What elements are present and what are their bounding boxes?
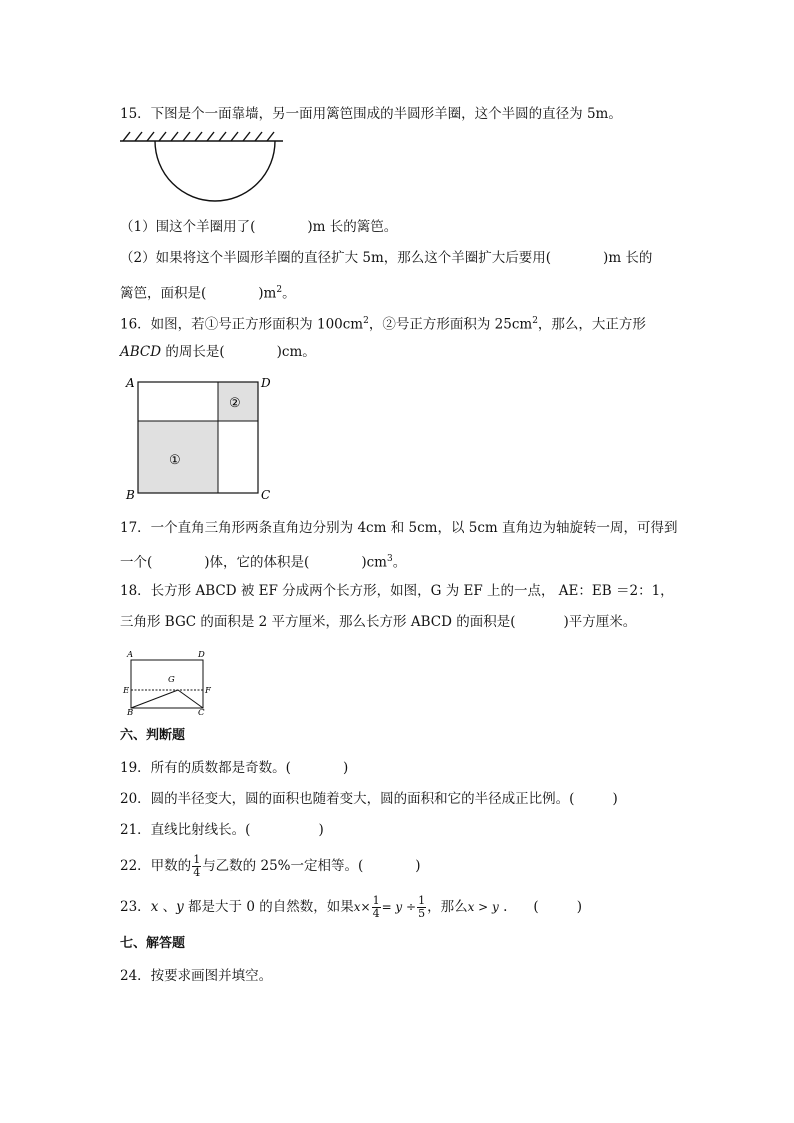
q15-figure <box>118 126 288 206</box>
q19: 19．所有的质数都是奇数。( ) <box>120 760 349 776</box>
wall-hatching <box>123 132 274 141</box>
fraction-one-quarter: $\frac{1}{4}$ <box>193 853 201 879</box>
label-f: F <box>205 686 211 696</box>
label-square-2: ② <box>229 396 241 411</box>
q17-stem: 17．一个直角三角形两条直角边分别为 4cm 和 5cm，以 5cm 直角边为轴旋转一周，可得到 <box>120 520 678 536</box>
fraction-one-quarter: $\frac{1}{4}$ <box>372 894 380 920</box>
q16-figure <box>120 372 280 504</box>
section-6-heading: 六、判断题 <box>120 728 186 743</box>
q24: 24．按要求画图并填空。 <box>120 968 273 984</box>
segment-gc <box>178 690 203 708</box>
label-d: D <box>198 650 205 660</box>
q20: 20．圆的半径变大，圆的面积也随着变大，圆的面积和它的半径成正比例。( ) <box>120 791 618 807</box>
segment-bg <box>131 690 178 708</box>
label-b: B <box>126 488 135 502</box>
label-c: C <box>261 488 271 502</box>
q16-stem: 16．如图，若①号正方形面积为 $100cm^2$，②号正方形面积为 $25cm^2$，那么，大正方形 <box>120 316 646 333</box>
label-a: A <box>126 376 135 390</box>
q21: 21．直线比射线长。( ) <box>120 822 324 838</box>
q18-stem-cont: 三角形 BGC 的面积是 2 平方厘米，那么长方形 ABCD 的面积是( )平方厘米。 <box>120 614 637 630</box>
label-b: B <box>127 708 134 716</box>
label-d: D <box>261 376 271 390</box>
q18-stem: 18．长方形 ABCD 被 EF 分成两个长方形，如图，G 为 EF 上的一点， AE：EB ＝2：1， <box>120 583 674 599</box>
section-7-heading: 七、解答题 <box>120 936 186 951</box>
label-a: A <box>127 650 134 660</box>
q17-stem-cont: 一个( )体，它的体积是( )$cm^3$。 <box>120 554 407 571</box>
q15-sub1: （1）围这个羊圈用了( )m 长的篱笆。 <box>120 219 398 235</box>
q23: 23．x 、y 都是大于 0 的自然数，如果x× $\frac{1}{4}$ = y ÷ $\frac{1}{5}$ ，那么x > y . ( ) <box>120 894 582 920</box>
label-g: G <box>168 675 175 685</box>
semicircle-fence <box>155 141 275 201</box>
q22: 22．甲数的 $\frac{1}{4}$ 与乙数的 25%一定相等。( ) <box>120 853 421 879</box>
label-square-1: ① <box>169 453 181 468</box>
q18-figure <box>120 646 220 716</box>
label-e: E <box>123 686 130 696</box>
q15-sub2: （2）如果将这个半圆形羊圈的直径扩大 5m，那么这个羊圈扩大后要用( )m 长的 <box>120 250 653 266</box>
q16-stem-cont: ABCD 的周长是( )cm。 <box>120 344 316 360</box>
label-c: C <box>198 708 205 716</box>
q15-sub2-cont: 篱笆，面积是( )$m^2$。 <box>120 285 296 302</box>
q15-stem: 15．下图是个一面靠墙，另一面用篱笆围成的半圆形羊圈，这个半圆的直径为 5m。 <box>120 106 622 122</box>
fraction-one-fifth: $\frac{1}{5}$ <box>418 894 426 920</box>
